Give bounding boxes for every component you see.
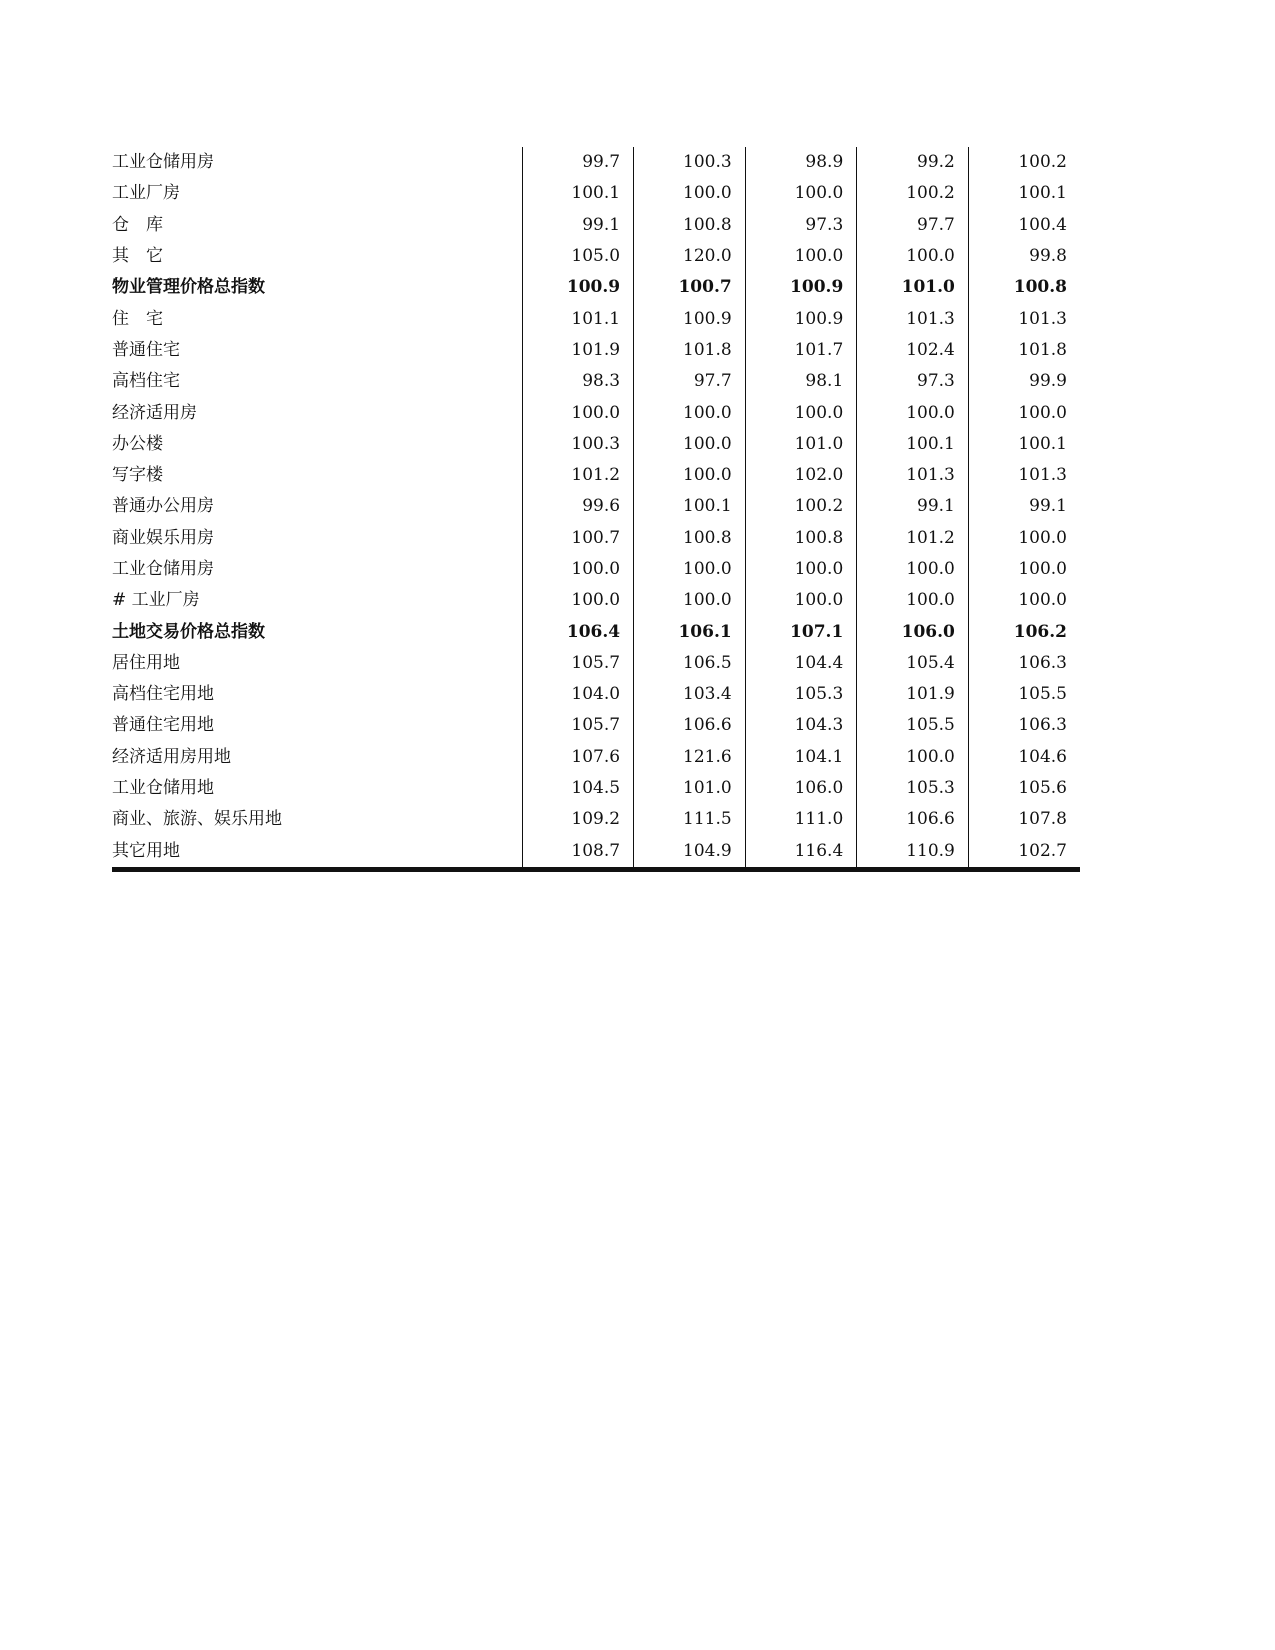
value-cell: 100.0 bbox=[522, 585, 634, 616]
value-cell: 100.0 bbox=[857, 241, 969, 272]
table-row bbox=[112, 804, 1080, 835]
value-cell: 106.5 bbox=[634, 648, 746, 679]
value-cell: 100.9 bbox=[522, 272, 634, 303]
value-cell: 104.6 bbox=[968, 742, 1080, 773]
value-cell: 100.0 bbox=[968, 523, 1080, 554]
value-cell: 99.2 bbox=[857, 147, 969, 178]
value-cell: 100.0 bbox=[745, 241, 857, 272]
value-cell: 100.0 bbox=[745, 178, 857, 209]
value-cell: 100.8 bbox=[634, 210, 746, 241]
value-cell: 100.0 bbox=[857, 397, 969, 428]
row-label: 经济适用房 bbox=[112, 402, 197, 423]
value-cell: 100.0 bbox=[857, 742, 969, 773]
value-cell: 108.7 bbox=[522, 836, 634, 870]
value-cell: 105.7 bbox=[522, 648, 634, 679]
row-label: 物业管理价格总指数 bbox=[112, 277, 265, 298]
value-cell: 104.9 bbox=[634, 836, 746, 870]
value-cell: 101.3 bbox=[968, 303, 1080, 334]
value-cell: 116.4 bbox=[745, 836, 857, 870]
value-cell: 100.1 bbox=[968, 429, 1080, 460]
value-cell: 101.0 bbox=[857, 272, 969, 303]
value-cell: 100.0 bbox=[634, 585, 746, 616]
value-cell: 106.0 bbox=[745, 773, 857, 804]
value-cell: 105.3 bbox=[857, 773, 969, 804]
table-row bbox=[112, 241, 1080, 272]
value-cell: 100.0 bbox=[857, 554, 969, 585]
value-cell: 101.9 bbox=[857, 679, 969, 710]
row-label: 土地交易价格总指数 bbox=[112, 621, 265, 642]
value-cell: 98.9 bbox=[745, 147, 857, 178]
value-cell: 100.0 bbox=[968, 585, 1080, 616]
value-cell: 100.0 bbox=[634, 397, 746, 428]
value-cell: 99.1 bbox=[857, 491, 969, 522]
value-cell: 105.4 bbox=[857, 648, 969, 679]
table-row bbox=[112, 742, 1080, 773]
row-label: 商业娱乐用房 bbox=[112, 527, 214, 548]
row-label: 工业仓储用房 bbox=[112, 152, 214, 173]
table-row bbox=[112, 554, 1080, 585]
value-cell: 101.0 bbox=[745, 429, 857, 460]
value-cell: 106.1 bbox=[634, 616, 746, 647]
value-cell: 97.3 bbox=[745, 210, 857, 241]
table-row bbox=[112, 648, 1080, 679]
value-cell: 100.2 bbox=[857, 178, 969, 209]
table-row bbox=[112, 366, 1080, 397]
value-cell: 100.0 bbox=[522, 397, 634, 428]
table-row bbox=[112, 210, 1080, 241]
value-cell: 100.7 bbox=[634, 272, 746, 303]
table-row bbox=[112, 272, 1080, 303]
value-cell: 101.2 bbox=[857, 523, 969, 554]
row-label: 其它用地 bbox=[112, 836, 522, 870]
value-cell: 104.1 bbox=[745, 742, 857, 773]
row-label: 居住用地 bbox=[112, 652, 180, 673]
row-label: 普通办公用房 bbox=[112, 496, 214, 517]
value-cell: 107.6 bbox=[522, 742, 634, 773]
value-cell: 100.0 bbox=[745, 397, 857, 428]
value-cell: 105.7 bbox=[522, 710, 634, 741]
value-cell: 100.7 bbox=[522, 523, 634, 554]
value-cell: 100.1 bbox=[857, 429, 969, 460]
value-cell: 104.5 bbox=[522, 773, 634, 804]
table-row bbox=[112, 429, 1080, 460]
value-cell: 101.1 bbox=[522, 303, 634, 334]
row-label: 高档住宅用地 bbox=[112, 684, 214, 705]
value-cell: 105.3 bbox=[745, 679, 857, 710]
value-cell: 102.7 bbox=[968, 836, 1080, 870]
value-cell: 101.9 bbox=[522, 335, 634, 366]
value-cell: 101.3 bbox=[968, 460, 1080, 491]
value-cell: 100.0 bbox=[745, 554, 857, 585]
value-cell: 111.0 bbox=[745, 804, 857, 835]
value-cell: 100.3 bbox=[522, 429, 634, 460]
value-cell: 100.0 bbox=[522, 554, 634, 585]
value-cell: 99.8 bbox=[968, 241, 1080, 272]
value-cell: 105.5 bbox=[968, 679, 1080, 710]
value-cell: 100.0 bbox=[634, 554, 746, 585]
row-label: 商业、旅游、娱乐用地 bbox=[112, 809, 282, 830]
row-label: 高档住宅 bbox=[112, 371, 180, 392]
value-cell: 101.3 bbox=[857, 303, 969, 334]
value-cell: 99.7 bbox=[522, 147, 634, 178]
table-row bbox=[112, 773, 1080, 804]
value-cell: 101.0 bbox=[634, 773, 746, 804]
value-cell: 100.2 bbox=[745, 491, 857, 522]
value-cell: 100.0 bbox=[634, 460, 746, 491]
value-cell: 101.2 bbox=[522, 460, 634, 491]
row-label: 经济适用房用地 bbox=[112, 746, 231, 767]
value-cell: 99.1 bbox=[968, 491, 1080, 522]
value-cell: 106.6 bbox=[857, 804, 969, 835]
value-cell: 104.0 bbox=[522, 679, 634, 710]
value-cell: 101.8 bbox=[634, 335, 746, 366]
table-row bbox=[112, 178, 1080, 209]
value-cell: 100.0 bbox=[634, 429, 746, 460]
value-cell: 101.7 bbox=[745, 335, 857, 366]
row-label: 工业厂房 bbox=[112, 183, 180, 204]
value-cell: 100.0 bbox=[857, 585, 969, 616]
value-cell: 105.5 bbox=[857, 710, 969, 741]
value-cell: 105.0 bbox=[522, 241, 634, 272]
row-label: 住 宅 bbox=[112, 308, 163, 329]
value-cell: 106.0 bbox=[857, 616, 969, 647]
row-label: 仓 库 bbox=[112, 214, 163, 235]
row-label: # 工业厂房 bbox=[112, 590, 200, 611]
value-cell: 100.2 bbox=[968, 147, 1080, 178]
row-label: 工业仓储用地 bbox=[112, 778, 214, 799]
table-row bbox=[112, 147, 1080, 178]
value-cell: 100.1 bbox=[522, 178, 634, 209]
table-row bbox=[112, 523, 1080, 554]
value-cell: 100.9 bbox=[745, 303, 857, 334]
table-row bbox=[112, 335, 1080, 366]
value-cell: 109.2 bbox=[522, 804, 634, 835]
row-label: 普通住宅用地 bbox=[112, 715, 214, 736]
value-cell: 103.4 bbox=[634, 679, 746, 710]
table-row bbox=[112, 710, 1080, 741]
value-cell: 111.5 bbox=[634, 804, 746, 835]
value-cell: 100.8 bbox=[968, 272, 1080, 303]
value-cell: 106.6 bbox=[634, 710, 746, 741]
table-row bbox=[112, 679, 1080, 710]
value-cell: 110.9 bbox=[857, 836, 969, 870]
value-cell: 98.3 bbox=[522, 366, 634, 397]
value-cell: 97.7 bbox=[857, 210, 969, 241]
value-cell: 102.0 bbox=[745, 460, 857, 491]
value-cell: 100.9 bbox=[745, 272, 857, 303]
value-cell: 98.1 bbox=[745, 366, 857, 397]
value-cell: 107.8 bbox=[968, 804, 1080, 835]
value-cell: 100.0 bbox=[745, 585, 857, 616]
value-cell: 101.8 bbox=[968, 335, 1080, 366]
value-cell: 106.4 bbox=[522, 616, 634, 647]
row-label: 写字楼 bbox=[112, 465, 163, 486]
table-body bbox=[112, 147, 1080, 869]
value-cell: 99.1 bbox=[522, 210, 634, 241]
table-row bbox=[112, 460, 1080, 491]
table-row bbox=[112, 397, 1080, 428]
value-cell: 106.2 bbox=[968, 616, 1080, 647]
value-cell: 105.6 bbox=[968, 773, 1080, 804]
table-row bbox=[112, 303, 1080, 334]
row-label: 办公楼 bbox=[112, 433, 163, 454]
value-cell: 106.3 bbox=[968, 710, 1080, 741]
row-label: 工业仓储用房 bbox=[112, 559, 214, 579]
row-label: 其 它 bbox=[112, 246, 163, 267]
value-cell: 106.3 bbox=[968, 648, 1080, 679]
value-cell: 99.6 bbox=[522, 491, 634, 522]
table-row bbox=[112, 836, 1080, 870]
value-cell: 100.3 bbox=[634, 147, 746, 178]
value-cell: 100.1 bbox=[634, 491, 746, 522]
value-cell: 120.0 bbox=[634, 241, 746, 272]
value-cell: 100.9 bbox=[634, 303, 746, 334]
value-cell: 97.3 bbox=[857, 366, 969, 397]
value-cell: 100.4 bbox=[968, 210, 1080, 241]
row-label: 普通住宅 bbox=[112, 339, 180, 360]
value-cell: 100.1 bbox=[968, 178, 1080, 209]
value-cell: 104.4 bbox=[745, 648, 857, 679]
value-cell: 100.0 bbox=[634, 178, 746, 209]
value-cell: 100.0 bbox=[968, 554, 1080, 585]
value-cell: 104.3 bbox=[745, 710, 857, 741]
table-row bbox=[112, 585, 1080, 616]
table-row bbox=[112, 491, 1080, 522]
value-cell: 99.9 bbox=[968, 366, 1080, 397]
value-cell: 100.0 bbox=[968, 397, 1080, 428]
price-index-table bbox=[112, 147, 1080, 872]
value-cell: 97.7 bbox=[634, 366, 746, 397]
value-cell: 107.1 bbox=[745, 616, 857, 647]
value-cell: 100.8 bbox=[745, 523, 857, 554]
value-cell: 102.4 bbox=[857, 335, 969, 366]
value-cell: 121.6 bbox=[634, 742, 746, 773]
table-row bbox=[112, 616, 1080, 647]
value-cell: 101.3 bbox=[857, 460, 969, 491]
value-cell: 100.8 bbox=[634, 523, 746, 554]
